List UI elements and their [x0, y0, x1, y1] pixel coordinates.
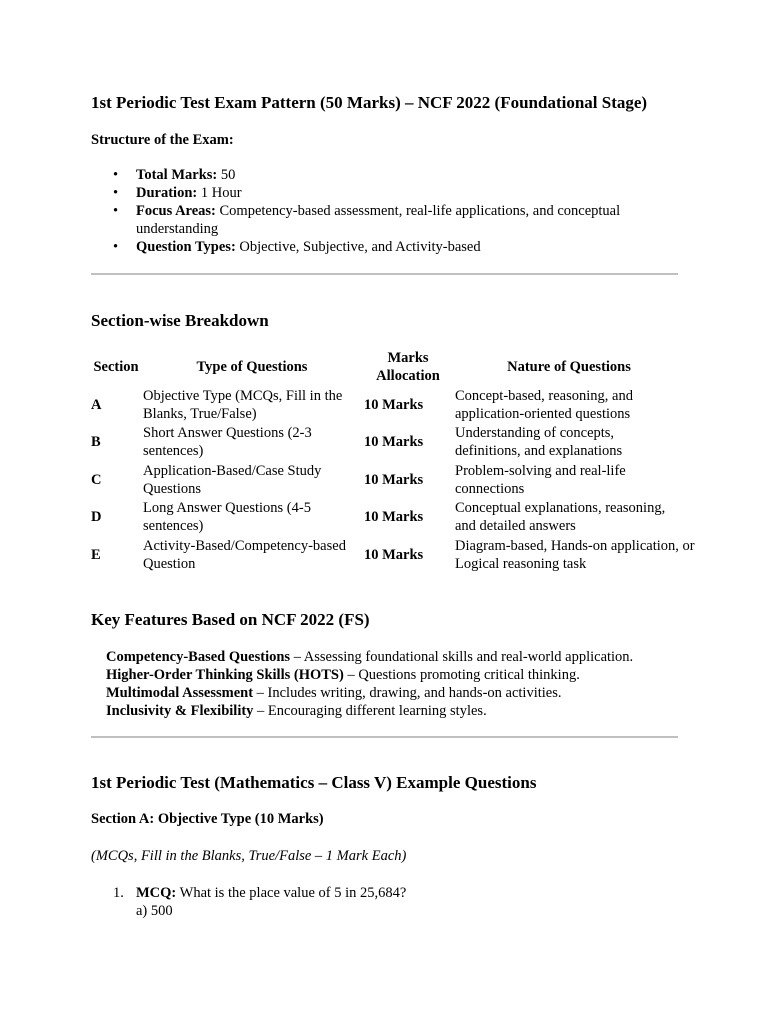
features-list [106, 648, 706, 720]
cell-section: C [91, 472, 102, 488]
section-a-note: (MCQs, Fill in the Blanks, True/False – 1 Mark Each) [91, 848, 407, 864]
cell-type: Long Answer Questions (4-5 sentences) [143, 500, 311, 534]
cell-type: Activity-Based/Competency-based Question [143, 538, 346, 572]
item-label: Inclusivity & Flexibility [106, 703, 254, 719]
cell-section: D [91, 509, 102, 525]
page-title: 1st Periodic Test Exam Pattern (50 Marks) – NCF 2022 (Foundational Stage) [91, 93, 648, 112]
cell-marks: 10 Marks [364, 547, 424, 563]
examples-heading: 1st Periodic Test (Mathematics – Class V) Example Questions [91, 773, 537, 792]
question-type-label: MCQ: [136, 885, 177, 901]
list-item [106, 702, 706, 720]
cell-marks: 10 Marks [364, 397, 424, 413]
list-item [113, 238, 673, 256]
item-text: 1 Hour [197, 185, 242, 201]
cell-type: Short Answer Questions (2-3 sentences) [143, 425, 312, 459]
item-text: – Encouraging different learning styles. [253, 703, 487, 719]
item-label: Competency-Based Questions [106, 649, 291, 665]
divider [91, 736, 678, 738]
structure-list [113, 166, 673, 256]
divider [91, 273, 678, 275]
cell-section: A [91, 397, 102, 413]
question-number: 1. [113, 885, 124, 901]
question-item [113, 884, 633, 920]
option-a: a) 500 [136, 903, 173, 919]
item-label: Higher-Order Thinking Skills (HOTS) [106, 667, 344, 683]
cell-section: B [91, 434, 101, 450]
item-text: 50 [217, 167, 236, 183]
cell-type: Application-Based/Case Study Questions [143, 463, 322, 497]
item-text: – Includes writing, drawing, and hands-on activities. [253, 685, 562, 701]
features-heading: Key Features Based on NCF 2022 (FS) [91, 610, 370, 629]
list-item [113, 184, 673, 202]
list-item [113, 166, 673, 184]
list-item [106, 684, 706, 702]
column-header: Marks Allocation [376, 350, 440, 384]
cell-marks: 10 Marks [364, 509, 424, 525]
column-header: Nature of Questions [507, 359, 631, 375]
item-label: Total Marks: [136, 167, 218, 183]
cell-nature: Diagram-based, Hands-on application, or Logical reasoning task [455, 538, 695, 572]
item-text: Objective, Subjective, and Activity-based [235, 239, 481, 255]
item-label: Question Types: [136, 239, 236, 255]
item-label: Multimodal Assessment [106, 685, 254, 701]
cell-type: Objective Type (MCQs, Fill in the Blanks, True/False) [143, 388, 343, 422]
item-text: – Questions promoting critical thinking. [343, 667, 580, 683]
list-item [113, 202, 673, 238]
item-text: – Assessing foundational skills and real-world application. [290, 649, 634, 665]
cell-marks: 10 Marks [364, 472, 424, 488]
structure-heading: Structure of the Exam: [91, 132, 234, 148]
question-text: What is the place value of 5 in 25,684? [176, 885, 407, 901]
list-item [106, 648, 706, 666]
cell-nature: Understanding of concepts, definitions, and explanations [455, 425, 623, 459]
cell-section: E [91, 547, 101, 563]
cell-nature: Conceptual explanations, reasoning, and detailed answers [455, 500, 666, 534]
cell-nature: Problem-solving and real-life connections [455, 463, 626, 497]
list-item [106, 666, 706, 684]
item-text: Competency-based assessment, real-life applications, and conceptual understanding [136, 203, 621, 237]
column-header: Type of Questions [196, 359, 308, 375]
cell-marks: 10 Marks [364, 434, 424, 450]
breakdown-heading: Section-wise Breakdown [91, 311, 269, 330]
column-header: Section [93, 359, 139, 375]
cell-nature: Concept-based, reasoning, and application-oriented questions [455, 388, 633, 422]
item-label: Duration: [136, 185, 198, 201]
item-label: Focus Areas: [136, 203, 216, 219]
section-a-heading: Section A: Objective Type (10 Marks) [91, 811, 324, 827]
